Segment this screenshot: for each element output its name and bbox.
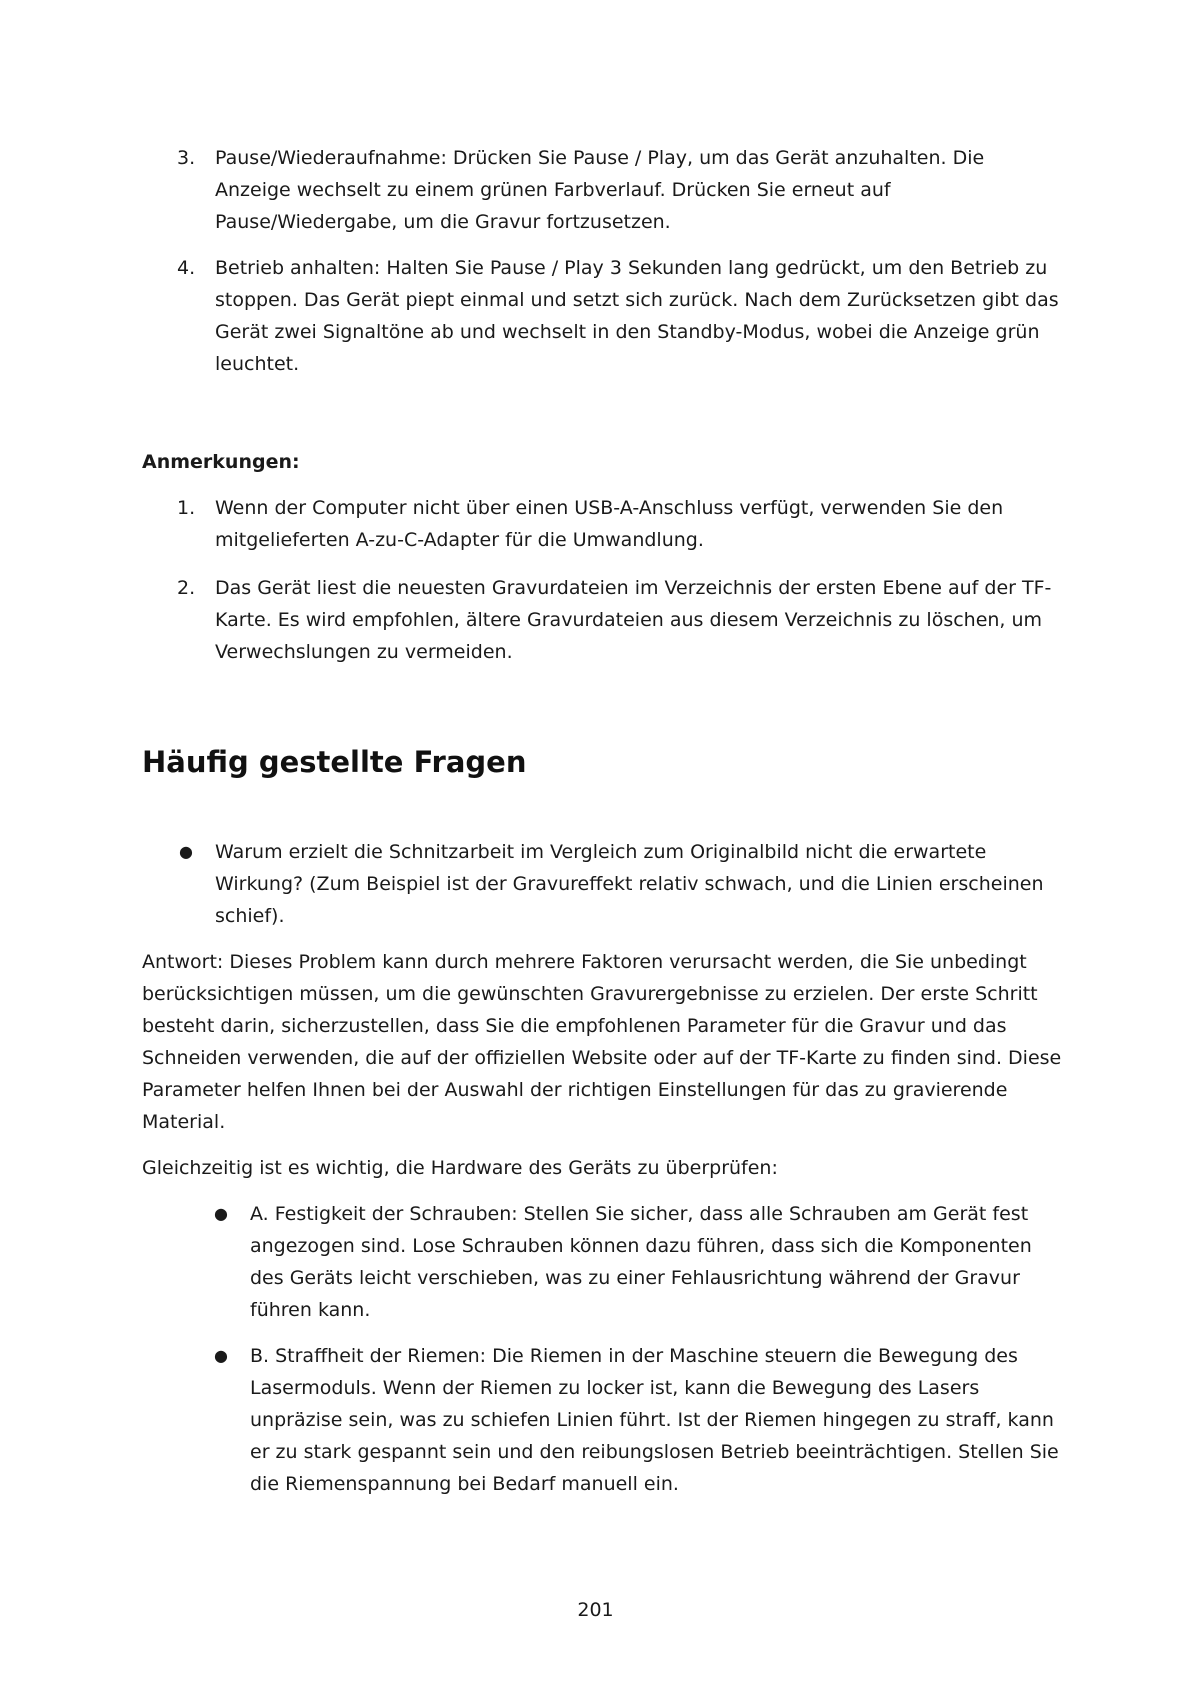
step-text: Pause/Wiederaufnahme: Drücken Sie Pause / Play, um das Gerät anzuhalten. Die Anzeige wechselt zu einem grünen Farbverlauf. Drücken Sie erneut auf Pause/Wiedergabe, um die Gravur fortzusetzen.: [215, 147, 985, 233]
step-number: 4.: [177, 257, 196, 279]
note-number: 2.: [177, 577, 196, 599]
question-text: Warum erzielt die Schnitzarbeit im Vergleich zum Originalbild nicht die erwartete Wirkung? (Zum Beispiel ist der Gravureffekt relativ schwach, und die Linien erscheinen schief).: [215, 841, 1044, 927]
bullet-icon: ●: [179, 842, 193, 861]
bullet-icon: ●: [214, 1204, 228, 1223]
notes-heading: Anmerkungen:: [142, 451, 300, 473]
step-text: Betrieb anhalten: Halten Sie Pause / Play 3 Sekunden lang gedrückt, um den Betrieb zu stoppen. Das Gerät piept einmal und setzt sich zurück. Nach dem Zurücksetzen gibt das Gerät zwei Signaltöne ab und wechselt in den Standby-Modus, wobei die Anzeige grün leuchtet.: [215, 257, 1059, 375]
note-number: 1.: [177, 497, 196, 519]
bullet-icon: ●: [214, 1346, 228, 1365]
note-text: Das Gerät liest die neuesten Gravurdateien im Verzeichnis der ersten Ebene auf der TF-Karte. Es wird empfohlen, ältere Gravurdateien aus diesem Verzeichnis zu löschen, um Verwechslungen zu vermeiden.: [215, 577, 1052, 663]
page-number: 201: [577, 1599, 614, 1621]
hardware-intro: Gleichzeitig ist es wichtig, die Hardware des Geräts zu überprüfen:: [142, 1157, 778, 1179]
step-number: 3.: [177, 147, 196, 169]
hardware-item-text: B. Straffheit der Riemen: Die Riemen in der Maschine steuern die Bewegung des Lasermoduls. Wenn der Riemen zu locker ist, kann die Bewegung des Lasers unpräzise sein, was zu schiefen Linien führt. Ist der Riemen hingegen zu straff, kann er zu stark gespannt sein und den reibungslosen Betrieb beeinträchtigen. Stellen Sie die Riemenspannung bei Bedarf manuell ein.: [250, 1345, 1059, 1495]
note-text: Wenn der Computer nicht über einen USB-A-Anschluss verfügt, verwenden Sie den mitgelieferten A-zu-C-Adapter für die Umwandlung.: [215, 497, 1004, 551]
hardware-item-text: A. Festigkeit der Schrauben: Stellen Sie sicher, dass alle Schrauben am Gerät fest angezogen sind. Lose Schrauben können dazu führen, dass sich die Komponenten des Geräts leicht verschieben, was zu einer Fehlausrichtung während der Gravur führen kann.: [250, 1203, 1032, 1321]
faq-answer: Antwort: Dieses Problem kann durch mehrere Faktoren verursacht werden, die Sie unbedingt berücksichtigen müssen, um die gewünschten Gravurergebnisse zu erzielen. Der erste Schritt besteht darin, sicherzustellen, dass Sie die empfohlenen Parameter für die Gravur und das Schneiden verwenden, die auf der offiziellen Website oder auf der TF-Karte zu finden sind. Diese Parameter helfen Ihnen bei der Auswahl der richtigen Einstellungen für das zu gravierende Material.: [142, 951, 1062, 1133]
faq-heading: Häufig gestellte Fragen: [142, 745, 527, 779]
